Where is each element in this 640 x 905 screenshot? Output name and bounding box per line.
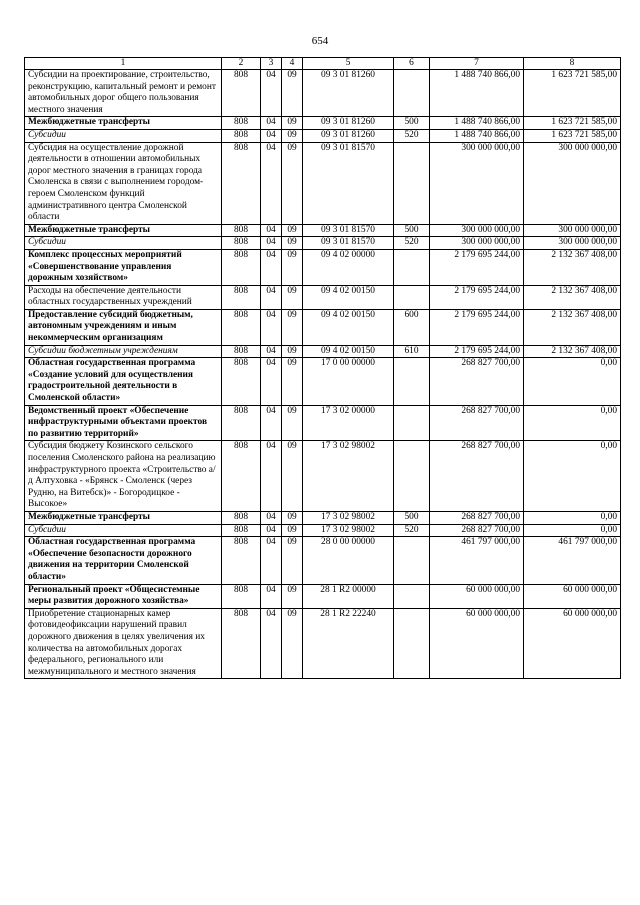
amount-year2-cell: 300 000 000,00 — [524, 237, 621, 250]
row-name-cell: Субсидии — [25, 237, 222, 250]
amount-year1-cell: 268 827 700,00 — [430, 511, 524, 524]
subsection-code-cell: 09 — [282, 584, 303, 608]
amount-year2-cell: 0,00 — [524, 511, 621, 524]
table-row — [25, 524, 621, 537]
target-article-cell: 28 1 R2 00000 — [303, 584, 394, 608]
target-article-cell: 28 0 00 00000 — [303, 537, 394, 584]
expense-type-cell: 520 — [394, 129, 430, 142]
target-article-cell: 17 3 02 00000 — [303, 405, 394, 441]
amount-year1-cell: 300 000 000,00 — [430, 237, 524, 250]
row-name-cell: Субсидии — [25, 129, 222, 142]
amount-year2-cell: 0,00 — [524, 405, 621, 441]
amount-year2-cell: 0,00 — [524, 524, 621, 537]
ministry-code-cell: 808 — [222, 358, 261, 405]
expense-type-cell: 500 — [394, 117, 430, 130]
section-code-cell: 04 — [261, 345, 282, 358]
table-row — [25, 608, 621, 679]
amount-year2-cell: 1 623 721 585,00 — [524, 70, 621, 117]
column-header: 4 — [282, 58, 303, 70]
expense-type-cell — [394, 142, 430, 224]
section-code-cell: 04 — [261, 608, 282, 679]
row-name-cell: Приобретение стационарных камер фотовидеофиксации нарушений правил дорожного движения в целях увеличения их количества на автомобильных дорогах федерального, регионального или межмуниципального и местного значения — [25, 608, 222, 679]
ministry-code-cell: 808 — [222, 70, 261, 117]
row-name-cell: Субсидия бюджету Козинского сельского поселения Смоленского района на реализацию инфраструктурного проекта «Строительство а/д Алтуховка - «Брянск - Смоленск (через Рудню, на Витебск)» - Богородицкое - Высокое» — [25, 441, 222, 512]
expense-type-cell: 500 — [394, 511, 430, 524]
target-article-cell: 09 3 01 81260 — [303, 129, 394, 142]
table-row — [25, 358, 621, 405]
section-code-cell: 04 — [261, 117, 282, 130]
expense-type-cell — [394, 405, 430, 441]
target-article-cell: 09 3 01 81260 — [303, 117, 394, 130]
header-row — [25, 58, 621, 70]
ministry-code-cell: 808 — [222, 237, 261, 250]
amount-year2-cell: 60 000 000,00 — [524, 608, 621, 679]
subsection-code-cell: 09 — [282, 117, 303, 130]
amount-year1-cell: 300 000 000,00 — [430, 224, 524, 237]
amount-year2-cell: 1 623 721 585,00 — [524, 117, 621, 130]
table-row — [25, 129, 621, 142]
table-row — [25, 237, 621, 250]
subsection-code-cell: 09 — [282, 608, 303, 679]
row-name-cell: Межбюджетные трансферты — [25, 224, 222, 237]
subsection-code-cell: 09 — [282, 358, 303, 405]
amount-year1-cell: 2 179 695 244,00 — [430, 309, 524, 345]
amount-year2-cell: 2 132 367 408,00 — [524, 285, 621, 309]
ministry-code-cell: 808 — [222, 129, 261, 142]
target-article-cell: 17 3 02 98002 — [303, 441, 394, 512]
amount-year1-cell: 60 000 000,00 — [430, 584, 524, 608]
subsection-code-cell: 09 — [282, 309, 303, 345]
column-header: 8 — [524, 58, 621, 70]
table-row — [25, 345, 621, 358]
amount-year2-cell: 1 623 721 585,00 — [524, 129, 621, 142]
row-name-cell: Межбюджетные трансферты — [25, 511, 222, 524]
ministry-code-cell: 808 — [222, 441, 261, 512]
table-row — [25, 584, 621, 608]
table-row — [25, 405, 621, 441]
column-header: 7 — [430, 58, 524, 70]
section-code-cell: 04 — [261, 142, 282, 224]
subsection-code-cell: 09 — [282, 142, 303, 224]
target-article-cell: 17 0 00 00000 — [303, 358, 394, 405]
ministry-code-cell: 808 — [222, 405, 261, 441]
table-row — [25, 309, 621, 345]
subsection-code-cell: 09 — [282, 70, 303, 117]
target-article-cell: 09 3 01 81570 — [303, 224, 394, 237]
table-row — [25, 537, 621, 584]
amount-year1-cell: 268 827 700,00 — [430, 405, 524, 441]
table-row — [25, 511, 621, 524]
target-article-cell: 17 3 02 98002 — [303, 524, 394, 537]
amount-year1-cell: 1 488 740 866,00 — [430, 129, 524, 142]
column-header: 5 — [303, 58, 394, 70]
ministry-code-cell: 808 — [222, 142, 261, 224]
row-name-cell: Ведомственный проект «Обеспечение инфраструктурными объектами проектов по развитию территорий» — [25, 405, 222, 441]
column-header: 1 — [25, 58, 222, 70]
amount-year2-cell: 0,00 — [524, 441, 621, 512]
amount-year1-cell: 2 179 695 244,00 — [430, 249, 524, 285]
amount-year1-cell: 1 488 740 866,00 — [430, 117, 524, 130]
ministry-code-cell: 808 — [222, 511, 261, 524]
row-name-cell: Субсидии бюджетным учреждениям — [25, 345, 222, 358]
section-code-cell: 04 — [261, 405, 282, 441]
section-code-cell: 04 — [261, 584, 282, 608]
section-code-cell: 04 — [261, 511, 282, 524]
budget-table — [24, 57, 621, 679]
subsection-code-cell: 09 — [282, 345, 303, 358]
expense-type-cell — [394, 358, 430, 405]
expense-type-cell: 610 — [394, 345, 430, 358]
table-row — [25, 249, 621, 285]
row-name-cell: Областная государственная программа «Обеспечение безопасности дорожного движения на территории Смоленской области» — [25, 537, 222, 584]
section-code-cell: 04 — [261, 224, 282, 237]
section-code-cell: 04 — [261, 358, 282, 405]
subsection-code-cell: 09 — [282, 441, 303, 512]
ministry-code-cell: 808 — [222, 249, 261, 285]
section-code-cell: 04 — [261, 237, 282, 250]
ministry-code-cell: 808 — [222, 285, 261, 309]
amount-year2-cell: 2 132 367 408,00 — [524, 249, 621, 285]
amount-year1-cell: 268 827 700,00 — [430, 441, 524, 512]
subsection-code-cell: 09 — [282, 537, 303, 584]
amount-year1-cell: 1 488 740 866,00 — [430, 70, 524, 117]
amount-year1-cell: 300 000 000,00 — [430, 142, 524, 224]
amount-year2-cell: 0,00 — [524, 358, 621, 405]
row-name-cell: Межбюджетные трансферты — [25, 117, 222, 130]
amount-year1-cell: 2 179 695 244,00 — [430, 285, 524, 309]
row-name-cell: Предоставление субсидий бюджетным, автономным учреждениям и иным некоммерческим организациям — [25, 309, 222, 345]
ministry-code-cell: 808 — [222, 117, 261, 130]
table-row — [25, 142, 621, 224]
row-name-cell: Областная государственная программа «Создание условий для осуществления градостроительной деятельности в Смоленской области» — [25, 358, 222, 405]
expense-type-cell — [394, 608, 430, 679]
subsection-code-cell: 09 — [282, 405, 303, 441]
section-code-cell: 04 — [261, 285, 282, 309]
section-code-cell: 04 — [261, 537, 282, 584]
amount-year1-cell: 268 827 700,00 — [430, 358, 524, 405]
amount-year1-cell: 461 797 000,00 — [430, 537, 524, 584]
section-code-cell: 04 — [261, 129, 282, 142]
ministry-code-cell: 808 — [222, 608, 261, 679]
subsection-code-cell: 09 — [282, 511, 303, 524]
section-code-cell: 04 — [261, 249, 282, 285]
expense-type-cell: 520 — [394, 237, 430, 250]
target-article-cell: 28 1 R2 22240 — [303, 608, 394, 679]
section-code-cell: 04 — [261, 441, 282, 512]
ministry-code-cell: 808 — [222, 537, 261, 584]
ministry-code-cell: 808 — [222, 524, 261, 537]
target-article-cell: 09 3 01 81260 — [303, 70, 394, 117]
section-code-cell: 04 — [261, 309, 282, 345]
expense-type-cell: 600 — [394, 309, 430, 345]
table-row — [25, 224, 621, 237]
expense-type-cell — [394, 441, 430, 512]
row-name-cell: Субсидии на проектирование, строительство, реконструкцию, капитальный ремонт и ремонт автомобильных дорог общего пользования местного значения — [25, 70, 222, 117]
target-article-cell: 17 3 02 98002 — [303, 511, 394, 524]
subsection-code-cell: 09 — [282, 285, 303, 309]
target-article-cell: 09 3 01 81570 — [303, 237, 394, 250]
column-header: 2 — [222, 58, 261, 70]
table-row — [25, 285, 621, 309]
expense-type-cell — [394, 249, 430, 285]
amount-year2-cell: 60 000 000,00 — [524, 584, 621, 608]
row-name-cell: Региональный проект «Общесистемные меры развития дорожного хозяйства» — [25, 584, 222, 608]
amount-year2-cell: 2 132 367 408,00 — [524, 309, 621, 345]
subsection-code-cell: 09 — [282, 249, 303, 285]
amount-year2-cell: 300 000 000,00 — [524, 224, 621, 237]
amount-year1-cell: 268 827 700,00 — [430, 524, 524, 537]
ministry-code-cell: 808 — [222, 345, 261, 358]
column-header: 3 — [261, 58, 282, 70]
ministry-code-cell: 808 — [222, 584, 261, 608]
table-row — [25, 70, 621, 117]
subsection-code-cell: 09 — [282, 129, 303, 142]
ministry-code-cell: 808 — [222, 224, 261, 237]
row-name-cell: Субсидия на осуществление дорожной деятельности в отношении автомобильных дорог местного значения в границах города Смоленска в связи с выполнением городом-героем Смоленском функций административного центра Смоленской области — [25, 142, 222, 224]
amount-year2-cell: 2 132 367 408,00 — [524, 345, 621, 358]
subsection-code-cell: 09 — [282, 524, 303, 537]
page-number: 654 — [311, 35, 329, 47]
table-body — [25, 70, 621, 679]
subsection-code-cell: 09 — [282, 224, 303, 237]
expense-type-cell — [394, 584, 430, 608]
expense-type-cell — [394, 70, 430, 117]
target-article-cell: 09 4 02 00150 — [303, 285, 394, 309]
row-name-cell: Комплекс процессных мероприятий «Совершенствование управления дорожным хозяйством» — [25, 249, 222, 285]
row-name-cell: Субсидии — [25, 524, 222, 537]
target-article-cell: 09 4 02 00000 — [303, 249, 394, 285]
row-name-cell: Расходы на обеспечение деятельности областных государственных учреждений — [25, 285, 222, 309]
target-article-cell: 09 3 01 81570 — [303, 142, 394, 224]
amount-year1-cell: 2 179 695 244,00 — [430, 345, 524, 358]
amount-year1-cell: 60 000 000,00 — [430, 608, 524, 679]
expense-type-cell — [394, 537, 430, 584]
expense-type-cell: 520 — [394, 524, 430, 537]
subsection-code-cell: 09 — [282, 237, 303, 250]
column-header: 6 — [394, 58, 430, 70]
table-row — [25, 441, 621, 512]
ministry-code-cell: 808 — [222, 309, 261, 345]
expense-type-cell: 500 — [394, 224, 430, 237]
target-article-cell: 09 4 02 00150 — [303, 345, 394, 358]
amount-year2-cell: 461 797 000,00 — [524, 537, 621, 584]
section-code-cell: 04 — [261, 524, 282, 537]
amount-year2-cell: 300 000 000,00 — [524, 142, 621, 224]
table-row — [25, 117, 621, 130]
section-code-cell: 04 — [261, 70, 282, 117]
target-article-cell: 09 4 02 00150 — [303, 309, 394, 345]
expense-type-cell — [394, 285, 430, 309]
